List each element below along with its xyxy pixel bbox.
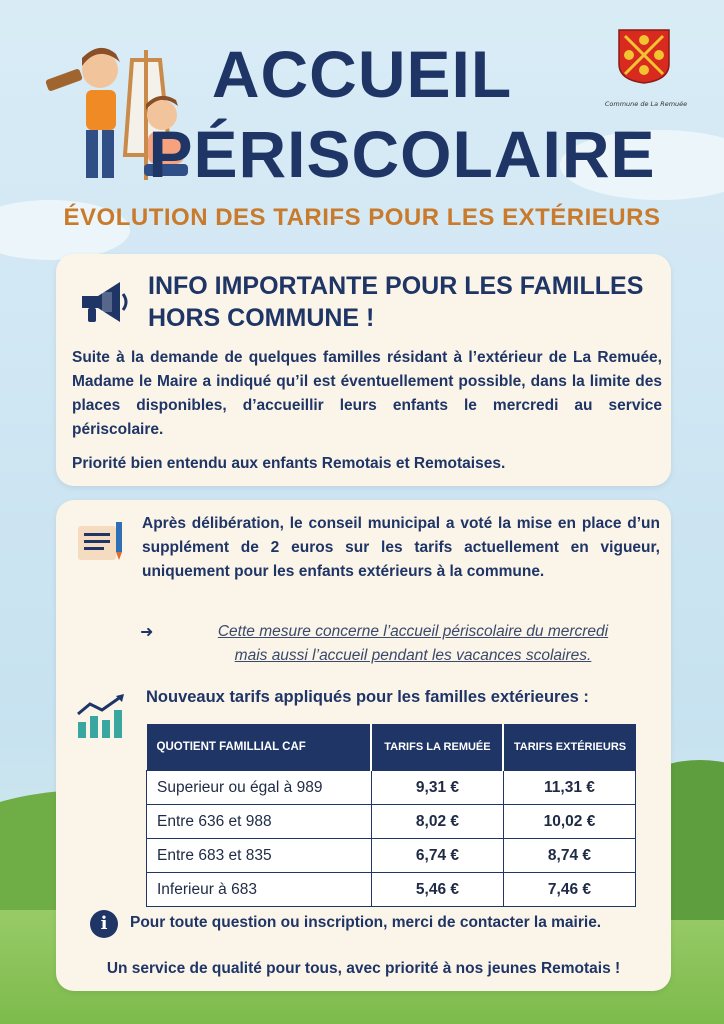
table-title: Nouveaux tarifs appliqués pour les familles extérieures :	[146, 688, 589, 706]
table-cell: 5,46 €	[371, 873, 503, 907]
tarifs-table	[146, 724, 636, 907]
table-cell: 7,46 €	[503, 873, 635, 907]
info-paragraph: Suite à la demande de quelques familles résidant à l’extérieur de La Remuée, Madame le Maire a indiqué qu’il est éventuellement possible, dans la limite des places disponibles, d’accueillir leurs enfants le mercredi au service périscolaire.	[72, 349, 662, 438]
footer-slogan: Un service de qualité pour tous, avec priorité à nos jeunes Remotais !	[106, 960, 621, 977]
deliberation-text: Après délibération, le conseil municipal a voté la mise en place d’un supplément de 2 euros sur les tarifs actuellement en vigueur, uniquement pour les enfants extérieurs à la commune.	[142, 515, 660, 580]
measure-line2: mais aussi l’accueil pendant les vacances scolaires.	[234, 647, 592, 664]
table-cell: 6,74 €	[371, 839, 503, 873]
page-title-line2: PÉRISCOLAIRE	[148, 117, 656, 191]
table-cell: Inferieur à 683	[147, 873, 372, 907]
tarif-card	[56, 500, 671, 991]
table-cell: 9,31 €	[371, 771, 503, 805]
document-pen-icon	[76, 520, 128, 564]
table-header-row	[147, 724, 636, 771]
measure-line1: Cette mesure concerne l’accueil périscolaire du mercredi	[217, 623, 609, 640]
table-row	[147, 873, 636, 907]
megaphone-icon	[76, 278, 130, 326]
table-cell: 10,02 €	[503, 805, 635, 839]
table-cell: 11,31 €	[503, 771, 635, 805]
table-cell: Entre 636 et 988	[147, 805, 372, 839]
measure-note	[168, 620, 658, 668]
table-cell: Entre 683 et 835	[147, 839, 372, 873]
table-row	[147, 839, 636, 873]
table-cell: 8,02 €	[371, 805, 503, 839]
arrow-right-icon: ➜	[140, 622, 154, 641]
table-cell: 8,74 €	[503, 839, 635, 873]
commune-crest-logo	[617, 28, 671, 84]
contact-text: Pour toute question ou inscription, merci de contacter la mairie.	[130, 914, 602, 931]
info-title: INFO IMPORTANTE POUR LES FAMILLES HORS COMMUNE !	[148, 272, 644, 332]
table-cell: Superieur ou égal à 989	[147, 771, 372, 805]
crest-caption: Commune de La Remuée	[604, 100, 688, 108]
table-row	[147, 771, 636, 805]
page-subtitle: ÉVOLUTION DES TARIFS POUR LES EXTÉRIEURS	[63, 204, 661, 231]
info-card	[56, 254, 671, 486]
table-row	[147, 805, 636, 839]
priority-note: Priorité bien entendu aux enfants Remotais et Remotaises.	[72, 455, 506, 472]
growth-chart-icon	[76, 694, 128, 740]
info-icon: i	[90, 910, 118, 938]
column-header: QUOTIENT FAMILLIAL CAF	[147, 724, 372, 771]
page-title-line1: ACCUEIL	[211, 37, 513, 111]
column-header: TARIFS LA REMUÉE	[371, 724, 503, 771]
column-header: TARIFS EXTÉRIEURS	[503, 724, 635, 771]
